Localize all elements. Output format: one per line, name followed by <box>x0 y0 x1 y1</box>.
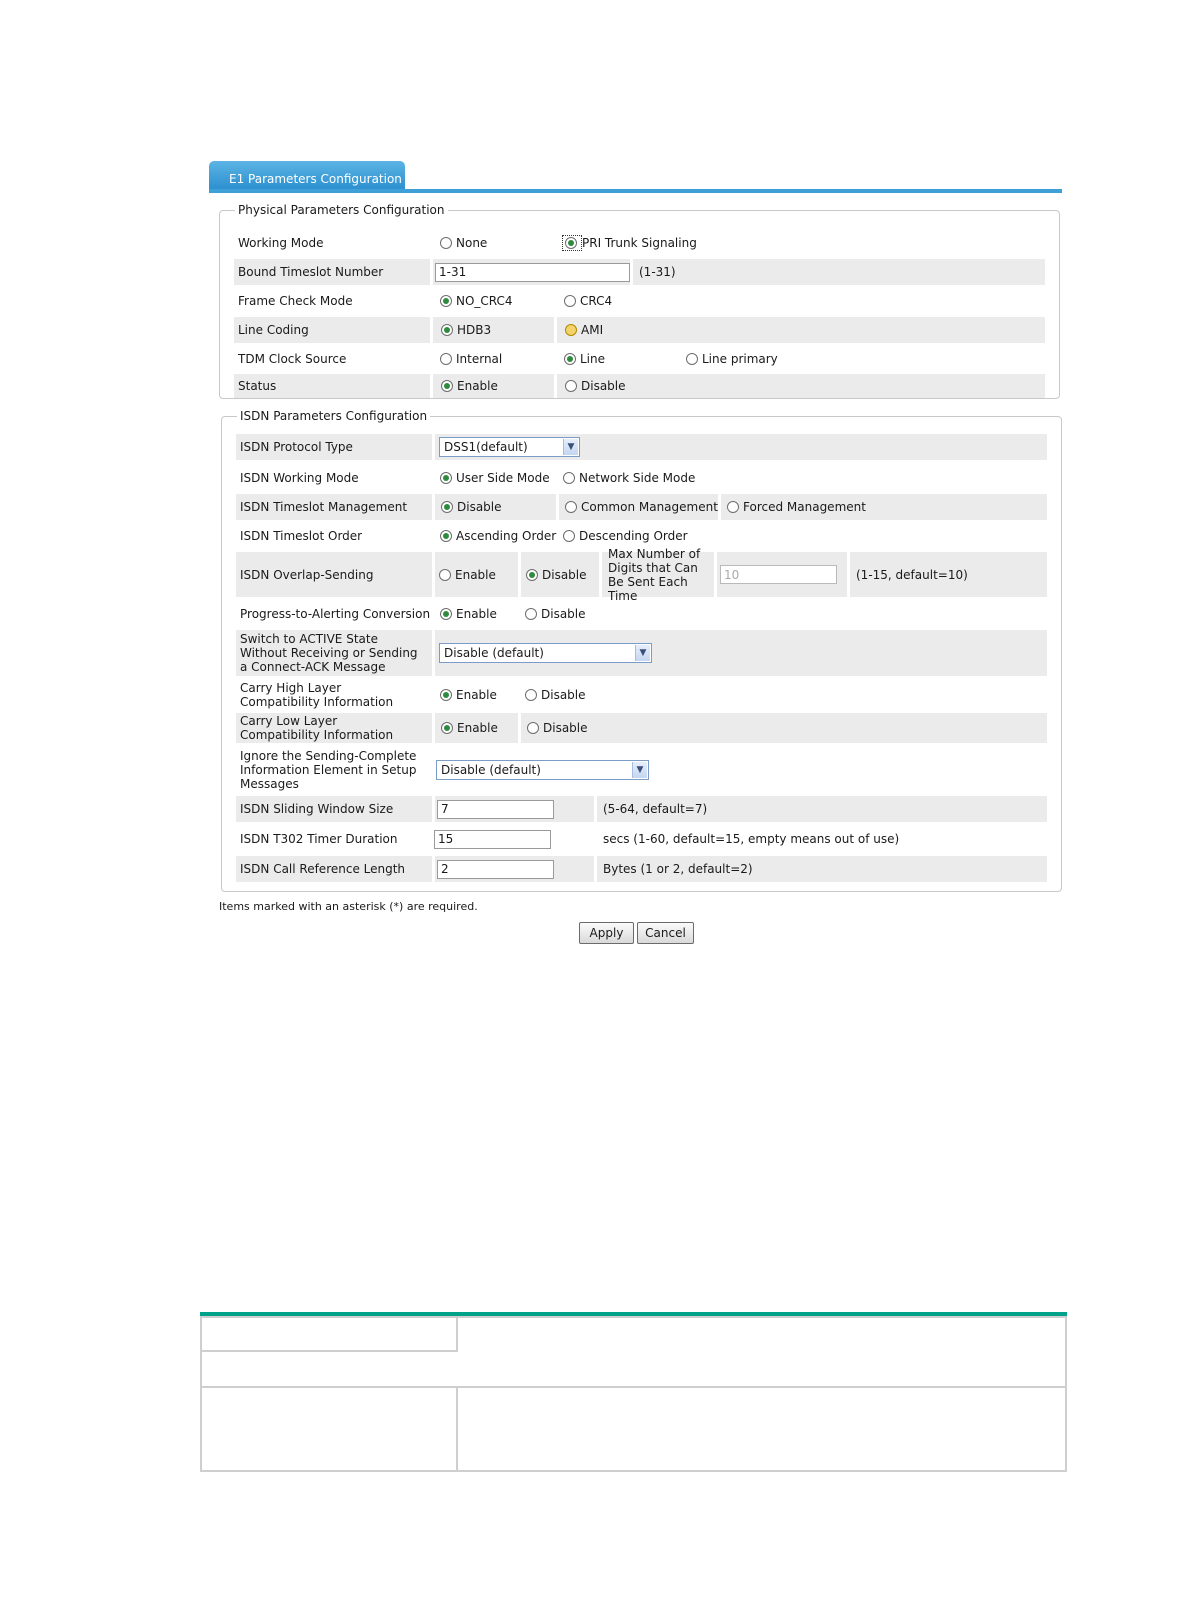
progress-alerting-disable[interactable]: Disable <box>525 601 586 627</box>
radio-icon[interactable] <box>440 237 452 249</box>
radio-selected-icon[interactable] <box>564 353 576 365</box>
max-digits-hint: (1-15, default=10) <box>847 552 968 597</box>
radio-icon[interactable] <box>527 722 539 734</box>
chevron-down-icon[interactable]: ▼ <box>632 762 647 778</box>
low-layer-disable[interactable]: Disable <box>518 713 588 743</box>
radio-selected-icon[interactable] <box>440 295 452 307</box>
tab-e1-parameters[interactable] <box>209 161 405 190</box>
working-mode-label: Working Mode <box>238 236 324 250</box>
radio-icon[interactable] <box>525 689 537 701</box>
row-clock-source <box>234 346 1045 372</box>
row-call-ref <box>236 856 1047 882</box>
row-switch-active <box>236 630 1047 676</box>
t302-input[interactable] <box>434 830 551 849</box>
required-note: Items marked with an asterisk (*) are required. <box>219 900 478 913</box>
low-layer-label: Carry Low Layer Compatibility Information <box>240 714 394 742</box>
line-coding-ami[interactable]: AMI <box>554 317 603 343</box>
status-enable[interactable]: Enable <box>430 374 498 398</box>
isdn-working-mode-network[interactable]: Network Side Mode <box>563 465 695 491</box>
row-isdn-working-mode <box>236 465 1047 491</box>
chevron-down-icon[interactable]: ▼ <box>563 439 578 455</box>
t302-label: ISDN T302 Timer Duration <box>240 832 398 846</box>
radio-selected-icon[interactable] <box>440 472 452 484</box>
window-size-input[interactable] <box>437 800 554 819</box>
table-body-cell <box>200 1388 458 1472</box>
radio-icon[interactable] <box>525 608 537 620</box>
clock-source-line[interactable]: Line <box>564 346 605 372</box>
line-coding-label: Line Coding <box>238 323 309 337</box>
isdn-parameters-group <box>221 409 1062 892</box>
switch-active-label: Switch to ACTIVE State Without Receiving or Sending a Connect-ACK Message <box>240 632 418 674</box>
row-t302 <box>236 826 1047 852</box>
clock-source-label: TDM Clock Source <box>238 352 347 366</box>
working-mode-none[interactable]: None <box>440 230 487 256</box>
radio-selected-icon[interactable] <box>440 530 452 542</box>
progress-alerting-label: Progress-to-Alerting Conversion <box>240 607 431 621</box>
ignore-sending-select[interactable]: Disable (default) ▼ <box>436 760 649 780</box>
t302-hint: secs (1-60, default=15, empty means out of use) <box>603 832 900 846</box>
row-ignore-sending <box>236 746 1047 794</box>
row-timeslot-mgmt <box>236 494 1047 520</box>
physical-legend: Physical Parameters Configuration <box>238 203 445 217</box>
isdn-working-mode-user[interactable]: User Side Mode <box>440 465 550 491</box>
timeslot-order-descending[interactable]: Descending Order <box>563 523 688 549</box>
protocol-type-label: ISDN Protocol Type <box>240 440 353 454</box>
radio-selected-icon[interactable] <box>565 237 577 249</box>
max-digits-label: Max Number of Digits that Can Be Sent Each Time <box>599 552 714 597</box>
radio-selected-icon[interactable] <box>440 689 452 701</box>
cancel-button[interactable]: Cancel <box>637 922 694 944</box>
row-progress-alerting <box>236 601 1047 627</box>
bound-timeslot-input[interactable] <box>435 263 630 282</box>
frame-check-label: Frame Check Mode <box>238 294 353 308</box>
max-digits-input[interactable] <box>720 565 837 584</box>
frame-check-crc4[interactable]: CRC4 <box>564 288 612 314</box>
tab-underline <box>209 189 1062 193</box>
window-size-hint: (5-64, default=7) <box>594 796 707 822</box>
bound-timeslot-hint: (1-31) <box>630 259 676 285</box>
radio-icon[interactable] <box>565 380 577 392</box>
document-table <box>200 1312 1067 1472</box>
high-layer-disable[interactable]: Disable <box>525 679 586 711</box>
status-disable[interactable]: Disable <box>554 374 626 398</box>
switch-active-select[interactable]: Disable (default) ▼ <box>439 643 652 663</box>
row-frame-check <box>234 288 1045 314</box>
radio-hover-icon[interactable] <box>565 324 577 336</box>
timeslot-order-label: ISDN Timeslot Order <box>240 529 363 543</box>
radio-icon[interactable] <box>727 501 739 513</box>
radio-selected-icon[interactable] <box>441 722 453 734</box>
high-layer-label: Carry High Layer Compatibility Information <box>240 681 394 709</box>
frame-check-no-crc4[interactable]: NO_CRC4 <box>440 288 513 314</box>
radio-selected-icon[interactable] <box>440 608 452 620</box>
row-status <box>234 374 1045 398</box>
row-window-size <box>236 796 1047 822</box>
timeslot-order-ascending[interactable]: Ascending Order <box>440 523 556 549</box>
high-layer-enable[interactable]: Enable <box>440 679 497 711</box>
physical-parameters-group <box>219 203 1060 399</box>
status-label: Status <box>238 379 277 393</box>
row-timeslot-order <box>236 523 1047 549</box>
working-mode-pri[interactable]: PRI Trunk Signaling <box>562 230 697 256</box>
low-layer-enable[interactable]: Enable <box>432 713 498 743</box>
window-size-label: ISDN Sliding Window Size <box>240 802 394 816</box>
table-span-row <box>200 1352 1067 1388</box>
radio-selected-icon[interactable] <box>441 380 453 392</box>
protocol-type-select[interactable]: DSS1(default) ▼ <box>439 437 580 457</box>
overlap-sending-disable[interactable]: Disable <box>518 552 587 597</box>
progress-alerting-enable[interactable]: Enable <box>440 601 497 627</box>
radio-icon[interactable] <box>563 472 575 484</box>
apply-button[interactable]: Apply <box>579 922 634 944</box>
radio-icon[interactable] <box>439 569 451 581</box>
radio-icon[interactable] <box>686 353 698 365</box>
clock-source-line-primary[interactable]: Line primary <box>686 346 778 372</box>
isdn-legend: ISDN Parameters Configuration <box>240 409 428 423</box>
radio-icon[interactable] <box>565 501 577 513</box>
row-protocol-type <box>236 434 1047 460</box>
timeslot-mgmt-label: ISDN Timeslot Management <box>240 500 408 514</box>
chevron-down-icon[interactable]: ▼ <box>635 645 650 661</box>
timeslot-mgmt-common[interactable]: Common Management <box>556 494 718 520</box>
table-header-cell <box>200 1316 458 1352</box>
timeslot-mgmt-forced[interactable]: Forced Management <box>718 494 866 520</box>
line-coding-hdb3[interactable]: HDB3 <box>430 317 491 343</box>
radio-selected-icon[interactable] <box>441 324 453 336</box>
row-overlap-sending <box>236 546 1047 603</box>
radio-selected-icon[interactable] <box>526 569 538 581</box>
row-bound-timeslot <box>234 259 1045 285</box>
overlap-sending-enable[interactable]: Enable <box>432 552 496 597</box>
call-ref-input[interactable] <box>437 860 554 879</box>
radio-icon[interactable] <box>564 295 576 307</box>
radio-icon[interactable] <box>440 353 452 365</box>
radio-icon[interactable] <box>563 530 575 542</box>
ignore-sending-label: Ignore the Sending-Complete Information Element in Setup Messages <box>240 749 417 791</box>
row-working-mode <box>234 230 1045 256</box>
call-ref-label: ISDN Call Reference Length <box>240 862 406 876</box>
row-line-coding <box>234 317 1045 343</box>
bound-timeslot-label: Bound Timeslot Number <box>238 265 384 279</box>
row-high-layer <box>236 679 1047 711</box>
overlap-sending-label: ISDN Overlap-Sending <box>240 567 374 582</box>
radio-selected-icon[interactable] <box>441 501 453 513</box>
call-ref-hint: Bytes (1 or 2, default=2) <box>594 856 753 882</box>
row-low-layer <box>236 713 1047 743</box>
timeslot-mgmt-disable[interactable]: Disable <box>432 494 502 520</box>
clock-source-internal[interactable]: Internal <box>440 346 502 372</box>
tab-label: E1 Parameters Configuration <box>229 172 402 186</box>
isdn-working-mode-label: ISDN Working Mode <box>240 471 359 485</box>
